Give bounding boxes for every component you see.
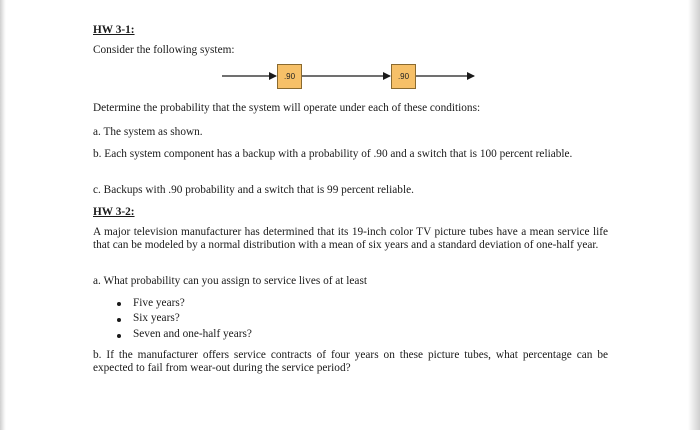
hw31-item-a: a. The system as shown. — [93, 126, 203, 138]
series-system-diagram — [222, 64, 478, 92]
left-page-edge — [0, 0, 6, 430]
hw32-intro: A major television manufacturer has determined that its 19-inch color TV picture tubes have a mean service life that can be modeled by a normal distribution with a mean of six years and a standard deviation of one-half year. — [93, 226, 608, 252]
bullet-item-seven-half-years: Seven and one-half years? — [133, 328, 252, 340]
hw32-item-a: a. What probability can you assign to service lives of at least — [93, 275, 367, 287]
hw32-item-b: b. If the manufacturer offers service contracts of four years on these picture tubes, what percentage can be expected to fail from wear-out during the service period? — [93, 349, 608, 375]
diagram-arrows — [222, 64, 478, 92]
hw32-heading: HW 3-2: — [93, 206, 135, 218]
hw31-item-b: b. Each system component has a backup with a probability of .90 and a switch that is 100 percent reliable. — [93, 148, 573, 160]
bullet-item-six-years: Six years? — [133, 312, 180, 324]
bullet-marker — [117, 334, 121, 338]
bullet-item-five-years: Five years? — [133, 297, 185, 309]
hw31-heading: HW 3-1: — [93, 24, 135, 36]
right-page-edge — [688, 0, 700, 430]
component-block-1: .90 — [277, 64, 302, 89]
bullet-marker — [117, 318, 121, 322]
component-block-2: .90 — [391, 64, 416, 89]
hw31-item-c: c. Backups with .90 probability and a switch that is 99 percent reliable. — [93, 184, 414, 196]
bullet-marker — [117, 302, 121, 306]
hw31-question: Determine the probability that the system will operate under each of these conditions: — [93, 102, 481, 114]
hw31-intro: Consider the following system: — [93, 44, 235, 56]
